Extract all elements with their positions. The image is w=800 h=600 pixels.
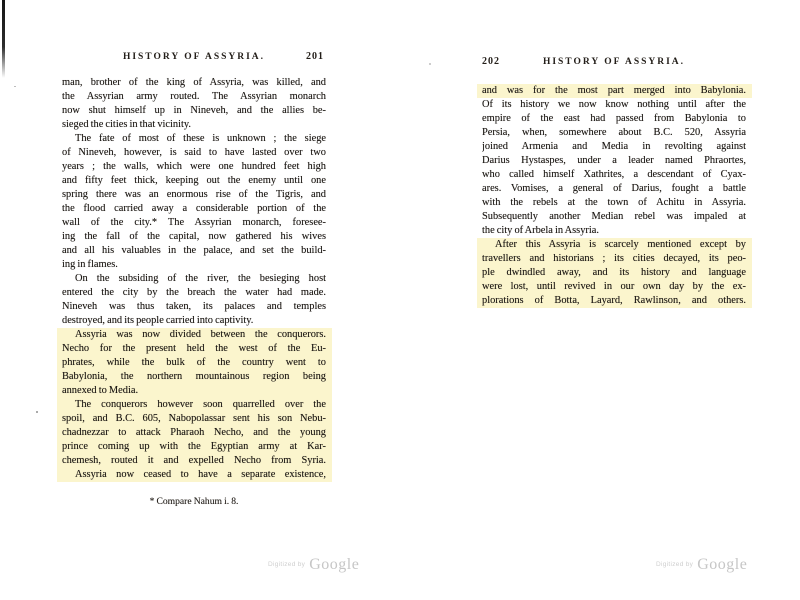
highlighted-text-line: chadnezzar to attack Pharaoh Necho, and the young [62,427,326,438]
watermark-prefix: Digitized by [656,561,694,568]
highlighted-text-line: Necho for the present held the west of the Eu- [62,343,326,354]
text-line: joined Armenia and Media in revolting against [482,141,746,152]
text-line: entered the city by the breach the water had made. [62,287,326,298]
text-line: the city of Arbela in Assyria. [482,225,599,236]
google-watermark-right [656,556,747,574]
text-line: destroyed, and its people carried into captivity. [62,315,254,326]
text-line: The fate of most of these is unknown ; the siege [75,133,326,144]
page-body-text [482,84,746,308]
highlighted-text-line: The conquerors however soon quarrelled over the [62,398,326,412]
text-line: years ; the walls, which were one hundred feet high [62,161,326,172]
text-line: of Nineveh, however, is said to have lasted over two [62,147,326,158]
scan-speck [14,86,16,87]
scan-speck [429,63,431,65]
running-header-title: HISTORY OF ASSYRIA. [542,57,686,67]
highlighted-text-line: plorations of Botta, Layard, Rawlinson, and others. [482,295,746,306]
footnote: * Compare Nahum i. 8. [149,496,239,507]
text-line: with the rebels at the town of Achitu in Assyria. [482,197,746,208]
google-logo: Google [309,556,360,573]
text-line: wall of the city.* The Assyrian monarch, foresee- [62,217,326,228]
text-line: and fifty feet thick, keeping out the enemy until one [62,175,326,186]
highlighted-text-line: were lost, until revived in our own day by the ex- [482,281,746,292]
page-number-201: 201 [306,51,324,62]
running-header-right [482,56,746,68]
highlighted-text-line: After this Assyria is scarcely mentioned except by [482,238,746,252]
text-line: Darius Hystaspes, under a leader named Phraortes, [482,155,746,166]
highlighted-text-line: Assyria was now divided between the conquerors. [62,328,326,342]
text-line: and all his valuables in the palace, and set the build- [62,245,326,256]
text-line: now shut himself up in Nineveh, and the allies be- [62,105,326,116]
watermark-prefix: Digitized by [268,561,306,568]
right-page [482,56,746,308]
text-line: ares. Vomises, a general of Darius, fought a battle [482,183,746,194]
text-line: who called himself Xathrites, a descendant of Cyax- [482,169,746,180]
highlighted-text-line: chemesh, routed it and expelled Necho from Syria. [62,455,326,466]
text-line: ing the fall of the capital, now gathered his wives [62,231,326,242]
highlighted-text-line: prince coming up with the Egyptian army at Kar- [62,441,326,452]
highlighted-text-line: and was for the most part merged into Babylonia. [482,85,746,96]
text-line: ing in flames. [62,259,118,270]
left-page [62,51,326,507]
highlighted-text-line: travellers and historians ; its cities decayed, its peo- [482,253,746,264]
page-number-202: 202 [482,56,500,67]
scan-speck [36,411,38,413]
highlighted-text-line: Assyria now ceased to have a separate existence, [62,468,326,482]
scan-edge-artifact [2,0,5,78]
text-line: sieged the cities in that vicinity. [62,119,191,130]
page-body-text [62,76,326,482]
text-line: spring there was an enormous rise of the Tigris, and [62,189,326,200]
google-watermark-left [268,556,359,574]
text-line: On the subsiding of the river, the besieging host [75,273,326,284]
highlighted-text-line: annexed to Media. [62,384,326,398]
highlighted-text-line: phrates, while the bulk of the country went to [62,357,326,368]
running-header-title: HISTORY OF ASSYRIA. [122,52,266,62]
text-line: empire of the east had passed from Babylonia to [482,113,746,124]
text-line: Subsequently another Median rebel was impaled at [482,211,746,222]
text-line: man, brother of the king of Assyria, was killed, and [62,77,326,88]
highlighted-text-line: ple dwindled away, and its history and language [482,267,746,278]
text-line: the flood carried away a considerable portion of the [62,203,326,214]
text-line: Nineveh was thus taken, its palaces and temples [62,301,326,312]
highlighted-text-line: Babylonia, the northern mountainous region being [62,371,326,382]
running-header-left [62,51,326,63]
highlighted-text-line: spoil, and B.C. 605, Nabopolassar sent his son Nebu- [62,413,326,424]
text-line: Of its history we now know nothing until after the [482,99,746,110]
text-line: Persia, when, somewhere about B.C. 520, Assyria [482,127,746,138]
google-logo: Google [697,556,748,573]
text-line: the Assyrian army routed. The Assyrian monarch [62,91,326,102]
